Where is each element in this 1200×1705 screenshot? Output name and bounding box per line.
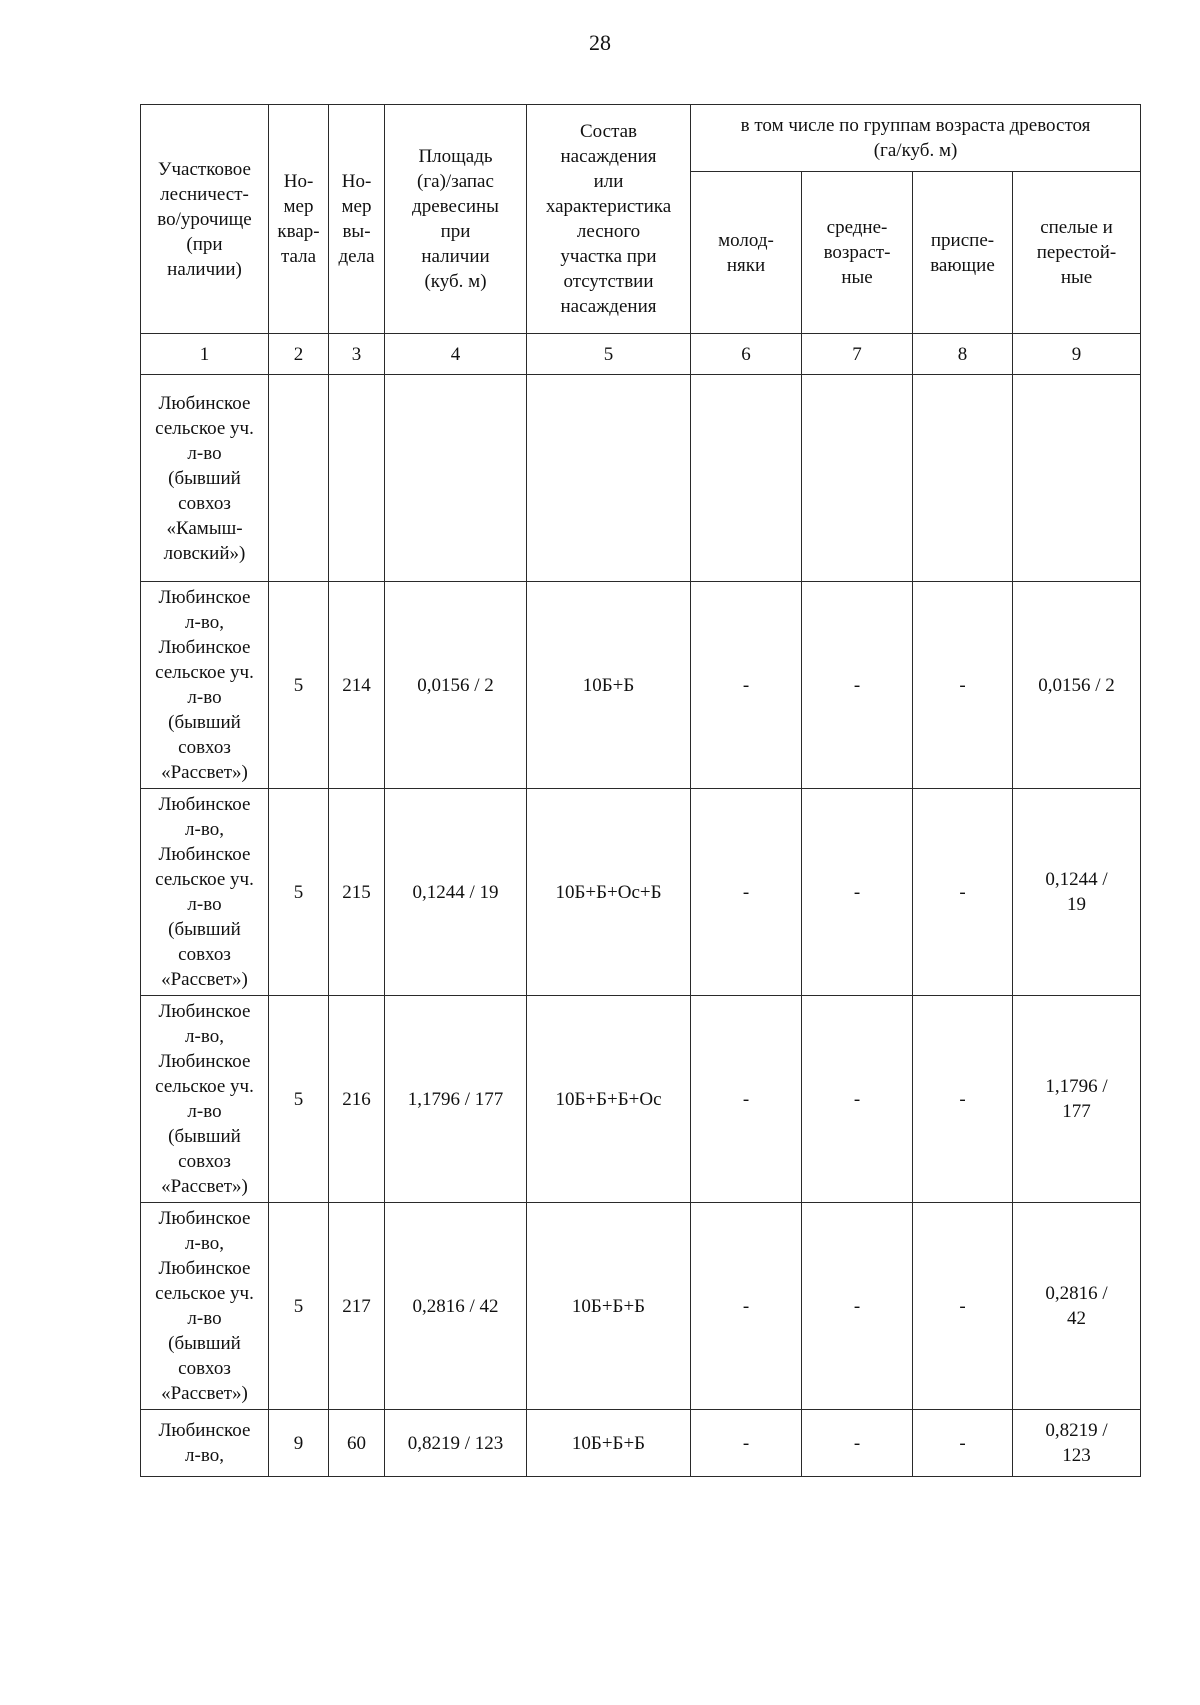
kvartal-number: 9 (269, 1410, 329, 1477)
table-row (141, 1203, 1141, 1410)
vydel-number: 216 (329, 996, 385, 1203)
column-number: 9 (1013, 334, 1141, 375)
middle-aged-stands (802, 375, 913, 582)
column-number: 7 (802, 334, 913, 375)
header-kvartal: Но- мер квар- тала (269, 105, 329, 334)
vydel-number: 215 (329, 789, 385, 996)
mature-stands: 0,0156 / 2 (1013, 582, 1141, 789)
table-row (141, 789, 1141, 996)
vydel-number: 214 (329, 582, 385, 789)
young-stands: - (691, 996, 802, 1203)
kvartal-number (269, 375, 329, 582)
young-stands: - (691, 1410, 802, 1477)
composition: 10Б+Б+Б (527, 1410, 691, 1477)
forest-plots-table (140, 104, 1141, 1477)
composition: 10Б+Б+Б (527, 1203, 691, 1410)
mature-stands: 1,1796 / 177 (1013, 996, 1141, 1203)
header-mature: спелые и перестой- ные (1013, 172, 1141, 334)
column-number: 3 (329, 334, 385, 375)
column-number: 1 (141, 334, 269, 375)
table-row (141, 375, 1141, 582)
kvartal-number: 5 (269, 789, 329, 996)
composition: 10Б+Б+Ос+Б (527, 789, 691, 996)
vydel-number: 60 (329, 1410, 385, 1477)
kvartal-number: 5 (269, 582, 329, 789)
mature-stands: 0,1244 / 19 (1013, 789, 1141, 996)
table-row (141, 582, 1141, 789)
vydel-number: 217 (329, 1203, 385, 1410)
young-stands (691, 375, 802, 582)
header-maturing: приспе- вающие (913, 172, 1013, 334)
header-forestry: Участковое лесничест- во/урочище (при наличии) (141, 105, 269, 334)
area-volume: 0,0156 / 2 (385, 582, 527, 789)
kvartal-number: 5 (269, 1203, 329, 1410)
middle-aged-stands: - (802, 789, 913, 996)
composition: 10Б+Б (527, 582, 691, 789)
column-number: 5 (527, 334, 691, 375)
maturing-stands: - (913, 1203, 1013, 1410)
maturing-stands: - (913, 789, 1013, 996)
composition: 10Б+Б+Б+Ос (527, 996, 691, 1203)
column-number: 6 (691, 334, 802, 375)
middle-aged-stands: - (802, 996, 913, 1203)
table-row (141, 1410, 1141, 1477)
header-composition: Состав насаждения или характеристика лесного участка при отсутствии насаждения (527, 105, 691, 334)
column-number: 4 (385, 334, 527, 375)
forestry-name: Любинское л-во, Любинское сельское уч. л-во (бывший совхоз «Рассвет») (141, 996, 269, 1203)
maturing-stands: - (913, 582, 1013, 789)
header-vydel: Но- мер вы- дела (329, 105, 385, 334)
mature-stands: 0,8219 / 123 (1013, 1410, 1141, 1477)
column-number: 2 (269, 334, 329, 375)
area-volume: 0,8219 / 123 (385, 1410, 527, 1477)
page-number: 28 (589, 30, 611, 55)
forestry-name: Любинское л-во, Любинское сельское уч. л-во (бывший совхоз «Рассвет») (141, 1203, 269, 1410)
middle-aged-stands: - (802, 582, 913, 789)
area-volume (385, 375, 527, 582)
forestry-name: Любинское л-во, Любинское сельское уч. л-во (бывший совхоз «Рассвет») (141, 789, 269, 996)
header-middle-aged: средне- возраст- ные (802, 172, 913, 334)
header-age-groups: в том числе по группам возраста древостоя (га/куб. м) (691, 105, 1141, 172)
header-young: молод- няки (691, 172, 802, 334)
kvartal-number: 5 (269, 996, 329, 1203)
area-volume: 0,1244 / 19 (385, 789, 527, 996)
area-volume: 0,2816 / 42 (385, 1203, 527, 1410)
mature-stands (1013, 375, 1141, 582)
maturing-stands: - (913, 1410, 1013, 1477)
table-row (141, 996, 1141, 1203)
vydel-number (329, 375, 385, 582)
young-stands: - (691, 582, 802, 789)
forestry-name: Любинское сельское уч. л-во (бывший совхоз «Камыш- ловский») (141, 375, 269, 582)
header-area: Площадь (га)/запас древесины при наличии (куб. м) (385, 105, 527, 334)
young-stands: - (691, 789, 802, 996)
young-stands: - (691, 1203, 802, 1410)
mature-stands: 0,2816 / 42 (1013, 1203, 1141, 1410)
maturing-stands (913, 375, 1013, 582)
forestry-name: Любинское л-во, Любинское сельское уч. л-во (бывший совхоз «Рассвет») (141, 582, 269, 789)
middle-aged-stands: - (802, 1410, 913, 1477)
area-volume: 1,1796 / 177 (385, 996, 527, 1203)
composition (527, 375, 691, 582)
column-numbers-row (141, 334, 1141, 375)
column-number: 8 (913, 334, 1013, 375)
forestry-name: Любинское л-во, (141, 1410, 269, 1477)
middle-aged-stands: - (802, 1203, 913, 1410)
maturing-stands: - (913, 996, 1013, 1203)
